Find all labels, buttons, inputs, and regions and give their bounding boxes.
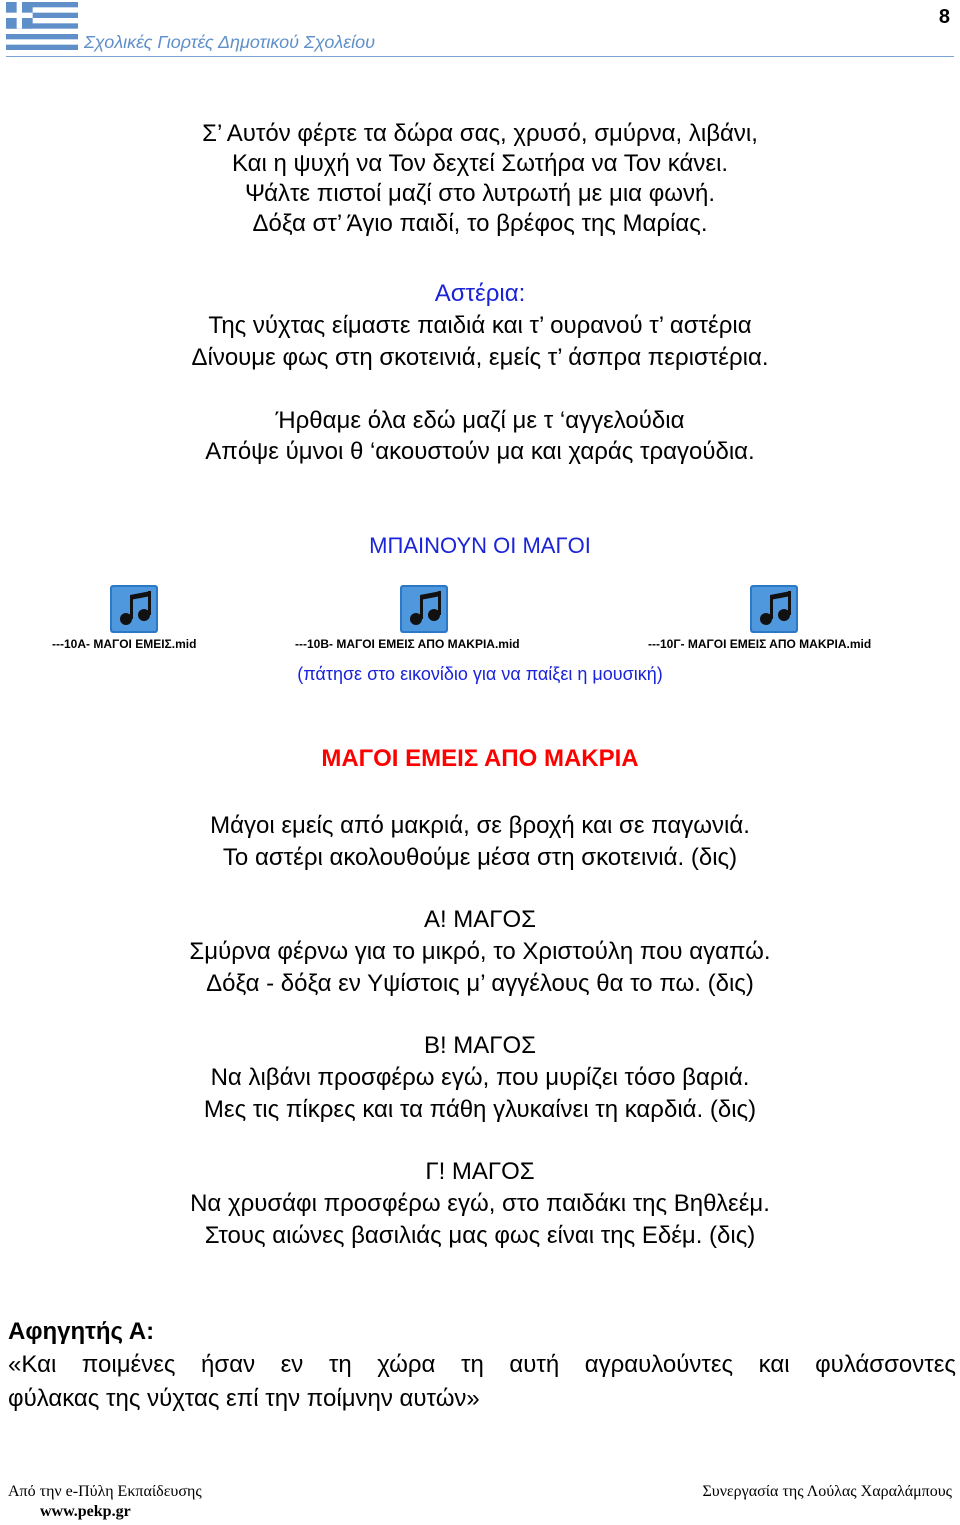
music-note-icon[interactable] xyxy=(400,585,448,633)
asteria-line-3: Ήρθαμε όλα εδώ μαζί με τ ‘αγγελούδια xyxy=(275,407,685,434)
narrator-quote-line-1: «Και ποιμένες ήσαν εν τη χώρα τη αυτή αγραυλούντες και φυλάσσοντες xyxy=(8,1351,956,1378)
footer-website-link[interactable]: www.pekp.gr xyxy=(40,1503,131,1520)
asteria-speaker: Αστέρια: xyxy=(434,280,526,307)
stanza1-line-3: Ψάλτε πιστοί μαζί στο λυτρωτή με μια φωνή. xyxy=(244,180,716,207)
song-intro-line-1: Μάγοι εμείς από μακριά, σε βροχή και σε παγωνιά. xyxy=(210,812,750,839)
verse-a-line-2: Δόξα - δόξα εν Υψίστοις μ’ αγγέλους θα το πω. (δις) xyxy=(206,970,754,997)
asteria-line-2: Δίνουμε φως στη σκοτεινιά, εμείς τ’ άσπρα περιστέρια. xyxy=(191,344,769,371)
verse-c-line-1: Να χρυσάφι προσφέρω εγώ, στο παιδάκι της Βηθλεέμ. xyxy=(190,1190,770,1217)
footer-credit: Συνεργασία της Λούλας Χαραλάμπους xyxy=(702,1483,952,1500)
greek-flag-icon xyxy=(6,2,78,50)
header-divider xyxy=(6,56,954,57)
verse-b-speaker: Β! ΜΑΓΟΣ xyxy=(423,1032,537,1059)
stanza1-line-4: Δόξα στ’ Άγιο παιδί, το βρέφος της Μαρίας. xyxy=(252,210,708,237)
music-note-icon[interactable] xyxy=(110,585,158,633)
magi-heading: ΜΠΑΙΝΟΥΝ ΟΙ ΜΑΓΟΙ xyxy=(369,533,591,558)
music-note-icon[interactable] xyxy=(750,585,798,633)
asteria-line-1: Της νύχτας είμαστε παιδιά και τ’ ουρανού τ’ αστέρια xyxy=(208,312,752,339)
footer-source: Από την e-Πύλη Εκπαίδευσης xyxy=(8,1483,202,1500)
verse-a-speaker: Α! ΜΑΓΟΣ xyxy=(423,906,537,933)
verse-c-speaker: Γ! ΜΑΓΟΣ xyxy=(425,1158,535,1185)
midi-link-10b[interactable]: ---10Β- ΜΑΓΟΙ ΕΜΕΙΣ ΑΠΟ ΜΑΚΡΙΑ.mid xyxy=(295,637,520,651)
header-title: Σχολικές Γιορτές Δημοτικού Σχολείου xyxy=(84,32,376,52)
asteria-line-4: Απόψε ύμνοι θ ‘ακουστούν μα και χαράς τραγούδια. xyxy=(205,438,755,465)
music-hint: (πάτησε στο εικονίδιο για να παίξει η μουσική) xyxy=(297,664,663,684)
page-number: 8 xyxy=(938,6,950,28)
midi-link-10a[interactable]: ---10Α- ΜΑΓΟΙ ΕΜΕΙΣ.mid xyxy=(52,637,197,651)
midi-link-10g[interactable]: ---10Γ- ΜΑΓΟΙ ΕΜΕΙΣ ΑΠΟ ΜΑΚΡΙΑ.mid xyxy=(648,637,872,651)
song-intro-line-2: Το αστέρι ακολουθούμε μέσα στη σκοτεινιά. (δις) xyxy=(222,844,738,871)
narrator-quote-line-2: φύλακας της νύχτας επί την ποίμνην αυτών» xyxy=(8,1385,480,1412)
stanza1-line-2: Και η ψυχή να Τον δεχτεί Σωτήρα να Τον κάνει. xyxy=(231,150,729,177)
stanza1-line-1: Σ’ Αυτόν φέρτε τα δώρα σας, χρυσό, σμύρνα, λιβάνι, xyxy=(202,120,758,147)
verse-c-line-2: Στους αιώνες βασιλιάς μας φως είναι της Εδέμ. (δις) xyxy=(204,1222,756,1249)
verse-b-line-1: Να λιβάνι προσφέρω εγώ, που μυρίζει τόσο βαριά. xyxy=(210,1064,750,1091)
narrator-speaker: Αφηγητής Α: xyxy=(8,1318,155,1345)
verse-a-line-1: Σμύρνα φέρνω για το μικρό, το Χριστούλη που αγαπώ. xyxy=(189,938,771,965)
song-title: ΜΑΓΟΙ ΕΜΕΙΣ ΑΠΟ ΜΑΚΡΙΑ xyxy=(321,745,639,772)
verse-b-line-2: Μες τις πίκρες και τα πάθη γλυκαίνει τη καρδιά. (δις) xyxy=(203,1096,757,1123)
